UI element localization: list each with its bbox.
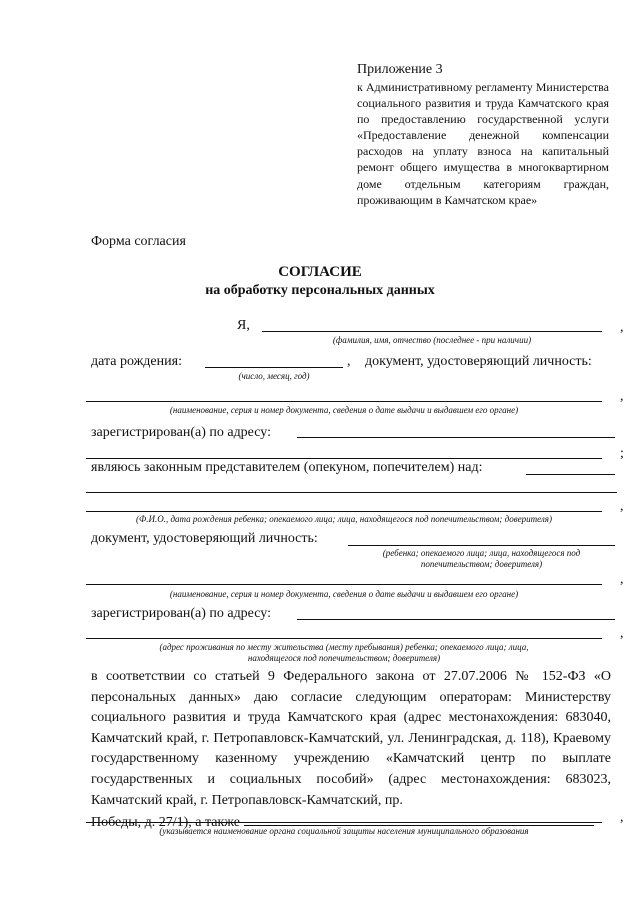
id-document-hint: (наименование, серия и номер документа, сведения о дате выдачи и выдавшем его органе) xyxy=(169,405,519,415)
appendix-title: Приложение 3 xyxy=(357,62,443,77)
operator-field-1[interactable] xyxy=(244,811,594,826)
ward-id-document-field-1[interactable] xyxy=(348,545,615,546)
comma: , xyxy=(620,389,624,404)
ward-id-document-hint-1: (ребенка; опекаемого лица; лица, находящегося под xyxy=(382,548,581,558)
comma: , xyxy=(620,626,624,641)
address-field-2[interactable] xyxy=(86,458,602,459)
representative-field-3[interactable] xyxy=(86,511,602,512)
consent-last-line-text: Победы, д. 27/1), а также xyxy=(91,815,241,831)
ward-id-document-label: документ, удостоверяющий личность: xyxy=(91,531,318,546)
representative-field-1[interactable] xyxy=(526,474,615,475)
full-name-field[interactable] xyxy=(262,331,602,332)
birth-date-label: дата рождения: xyxy=(91,354,182,369)
comma: , xyxy=(620,810,624,825)
appendix-body: к Административному регламенту Министерства социального развития и труда Камчатского края по предоставлению государственной услуги «Предоставление денежной компенсации расходов на уплату взноса на капитальный ремонт общего имущества в многоквартирном доме отдельным категориям граждан, проживающим в Камчатском крае» xyxy=(357,80,609,207)
comma: , xyxy=(620,572,624,587)
birth-date-field[interactable] xyxy=(205,367,343,368)
ward-id-document-hint: (наименование, серия и номер документа, сведения о дате выдачи и выдавшем его органе) xyxy=(169,589,519,599)
comma: , xyxy=(347,354,351,369)
ward-id-document-hint-2: попечительством; доверителя) xyxy=(420,559,543,569)
ward-address-hint-2: находящегося под попечительством; доверителя) xyxy=(247,653,441,663)
form-label: Форма согласия xyxy=(91,234,186,249)
semicolon: ; xyxy=(620,446,624,461)
address-field-1[interactable] xyxy=(297,437,615,438)
full-name-hint: (фамилия, имя, отчество (последнее - при наличии) xyxy=(332,335,532,345)
birth-date-hint: (число, месяц, год) xyxy=(238,371,310,381)
comma: , xyxy=(620,320,624,335)
comma: , xyxy=(620,499,624,514)
ward-address-field-2[interactable] xyxy=(86,638,602,639)
consent-text: в соответствии со статьей 9 Федерального закона от 27.07.2006 № 152-ФЗ «О персональных данных» даю согласие следующим операторам: Министерству социального развития и труда Камчатского края (адрес местонахождения: 683040, Камчатский край, г. Петропавловск-Камчатский, ул. Ленинградская, д. 118), Краевому государственному казенному учреждению «Камчатский центр по выплате государственных и социальных пособий» (адрес местонахождения: 683023, Камчатский край, г. Петропавловск-Камчатский, пр. xyxy=(91,669,611,808)
document-title: СОГЛАСИЕ xyxy=(278,264,362,280)
representative-field-2[interactable] xyxy=(86,492,617,493)
consent-paragraph xyxy=(91,667,611,834)
ward-id-document-field-2[interactable] xyxy=(86,584,602,585)
ward-address-field-1[interactable] xyxy=(297,619,615,620)
ward-address-label: зарегистрирован(а) по адресу: xyxy=(91,606,271,621)
representative-hint: (Ф.И.О., дата рождения ребенка; опекаемого лица; лица, находящегося под попечительством; доверителя) xyxy=(136,514,552,524)
ya-label: Я, xyxy=(237,318,250,333)
id-document-field[interactable] xyxy=(86,401,602,402)
id-document-label: документ, удостоверяющий личность: xyxy=(365,354,592,369)
operator-hint: (указывается наименование органа социальной защиты населения муниципального образования xyxy=(159,826,529,836)
operator-field-2[interactable] xyxy=(86,822,602,823)
document-subtitle: на обработку персональных данных xyxy=(205,283,435,298)
ward-address-hint-1: (адрес проживания по месту жительства (месту пребывания) ребенка; опекаемого лица; лица, xyxy=(159,642,529,652)
representative-label: являюсь законным представителем (опекуном, попечителем) над: xyxy=(91,460,483,475)
address-label: зарегистрирован(а) по адресу: xyxy=(91,425,271,440)
